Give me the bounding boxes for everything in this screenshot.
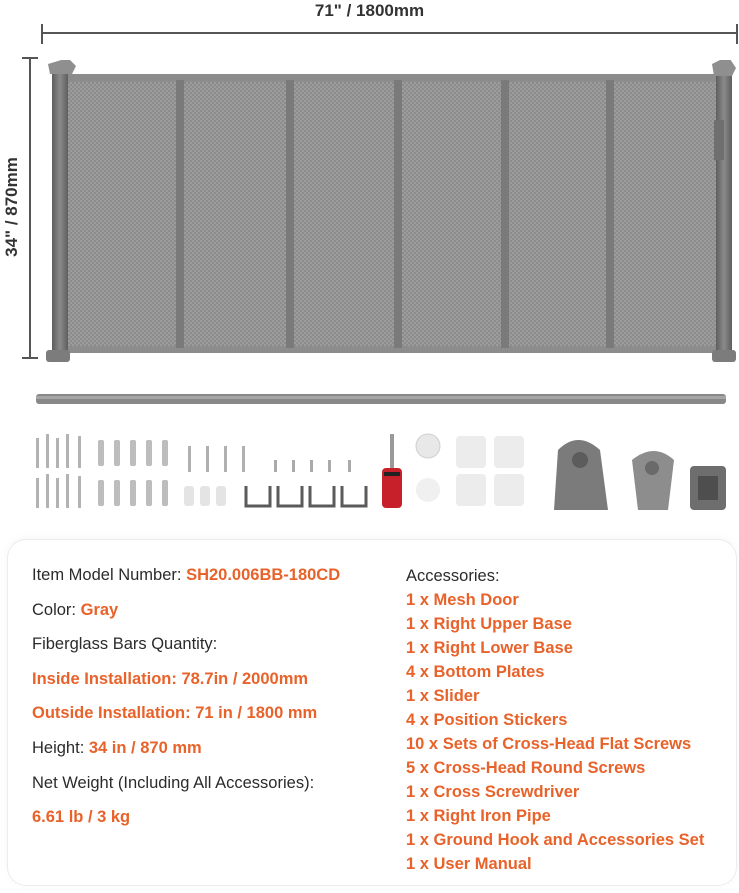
accessory-item: 1 x Right Iron Pipe bbox=[406, 807, 551, 825]
specs-column bbox=[32, 564, 392, 841]
net-weight-value: 6.61 lb / 3 kg bbox=[32, 808, 131, 827]
net-weight-value-row bbox=[32, 806, 392, 841]
color-label: Color: bbox=[32, 600, 77, 619]
width-dimension-label: 71" / 1800mm bbox=[314, 1, 425, 20]
net-weight-label-row bbox=[32, 772, 392, 807]
color-row bbox=[32, 599, 392, 634]
height-row bbox=[32, 737, 392, 772]
color-value: Gray bbox=[80, 600, 119, 619]
accessory-item: 1 x Right Upper Base bbox=[406, 615, 572, 633]
accessory-item: 1 x Slider bbox=[406, 687, 480, 705]
accessory-item: 4 x Position Stickers bbox=[406, 711, 568, 729]
height-value: 34 in / 870 mm bbox=[88, 738, 202, 757]
model-number-label: Item Model Number: bbox=[32, 566, 182, 584]
accessory-item: 5 x Cross-Head Round Screws bbox=[406, 759, 646, 777]
width-dimension-arrow bbox=[0, 0, 739, 60]
accessory-item: 1 x Mesh Door bbox=[406, 591, 519, 609]
inside-installation-label: Inside Installation: bbox=[32, 669, 177, 688]
accessories-title: Accessories: bbox=[406, 567, 500, 585]
model-number-value: SH20.006BB-180CD bbox=[186, 566, 341, 584]
inside-installation-row bbox=[32, 668, 392, 703]
specifications-card bbox=[8, 540, 736, 885]
outside-installation-row bbox=[32, 702, 392, 737]
accessories-column bbox=[406, 564, 736, 876]
accessory-item: 1 x User Manual bbox=[406, 855, 532, 873]
accessories-illustration bbox=[28, 390, 728, 520]
model-number-row bbox=[32, 564, 392, 599]
accessory-item: 4 x Bottom Plates bbox=[406, 663, 545, 681]
fiberglass-bars-label: Fiberglass Bars Quantity: bbox=[32, 635, 218, 654]
net-weight-label: Net Weight (Including All Accessories): bbox=[32, 773, 315, 792]
accessory-item: 1 x Ground Hook and Accessories Set bbox=[406, 831, 705, 849]
accessory-item: 1 x Right Lower Base bbox=[406, 639, 573, 657]
accessory-item: 10 x Sets of Cross-Head Flat Screws bbox=[406, 735, 692, 753]
accessory-item: 1 x Cross Screwdriver bbox=[406, 783, 580, 801]
outside-installation-value: 71 in / 1800 mm bbox=[195, 704, 318, 723]
height-dimension-label: 34" / 870mm bbox=[2, 157, 21, 257]
inside-installation-value: 78.7in / 2000mm bbox=[181, 669, 309, 688]
fiberglass-bars-row bbox=[32, 633, 392, 668]
height-label: Height: bbox=[32, 738, 85, 757]
mesh-gate-illustration bbox=[46, 60, 736, 365]
outside-installation-label: Outside Installation: bbox=[32, 704, 191, 723]
